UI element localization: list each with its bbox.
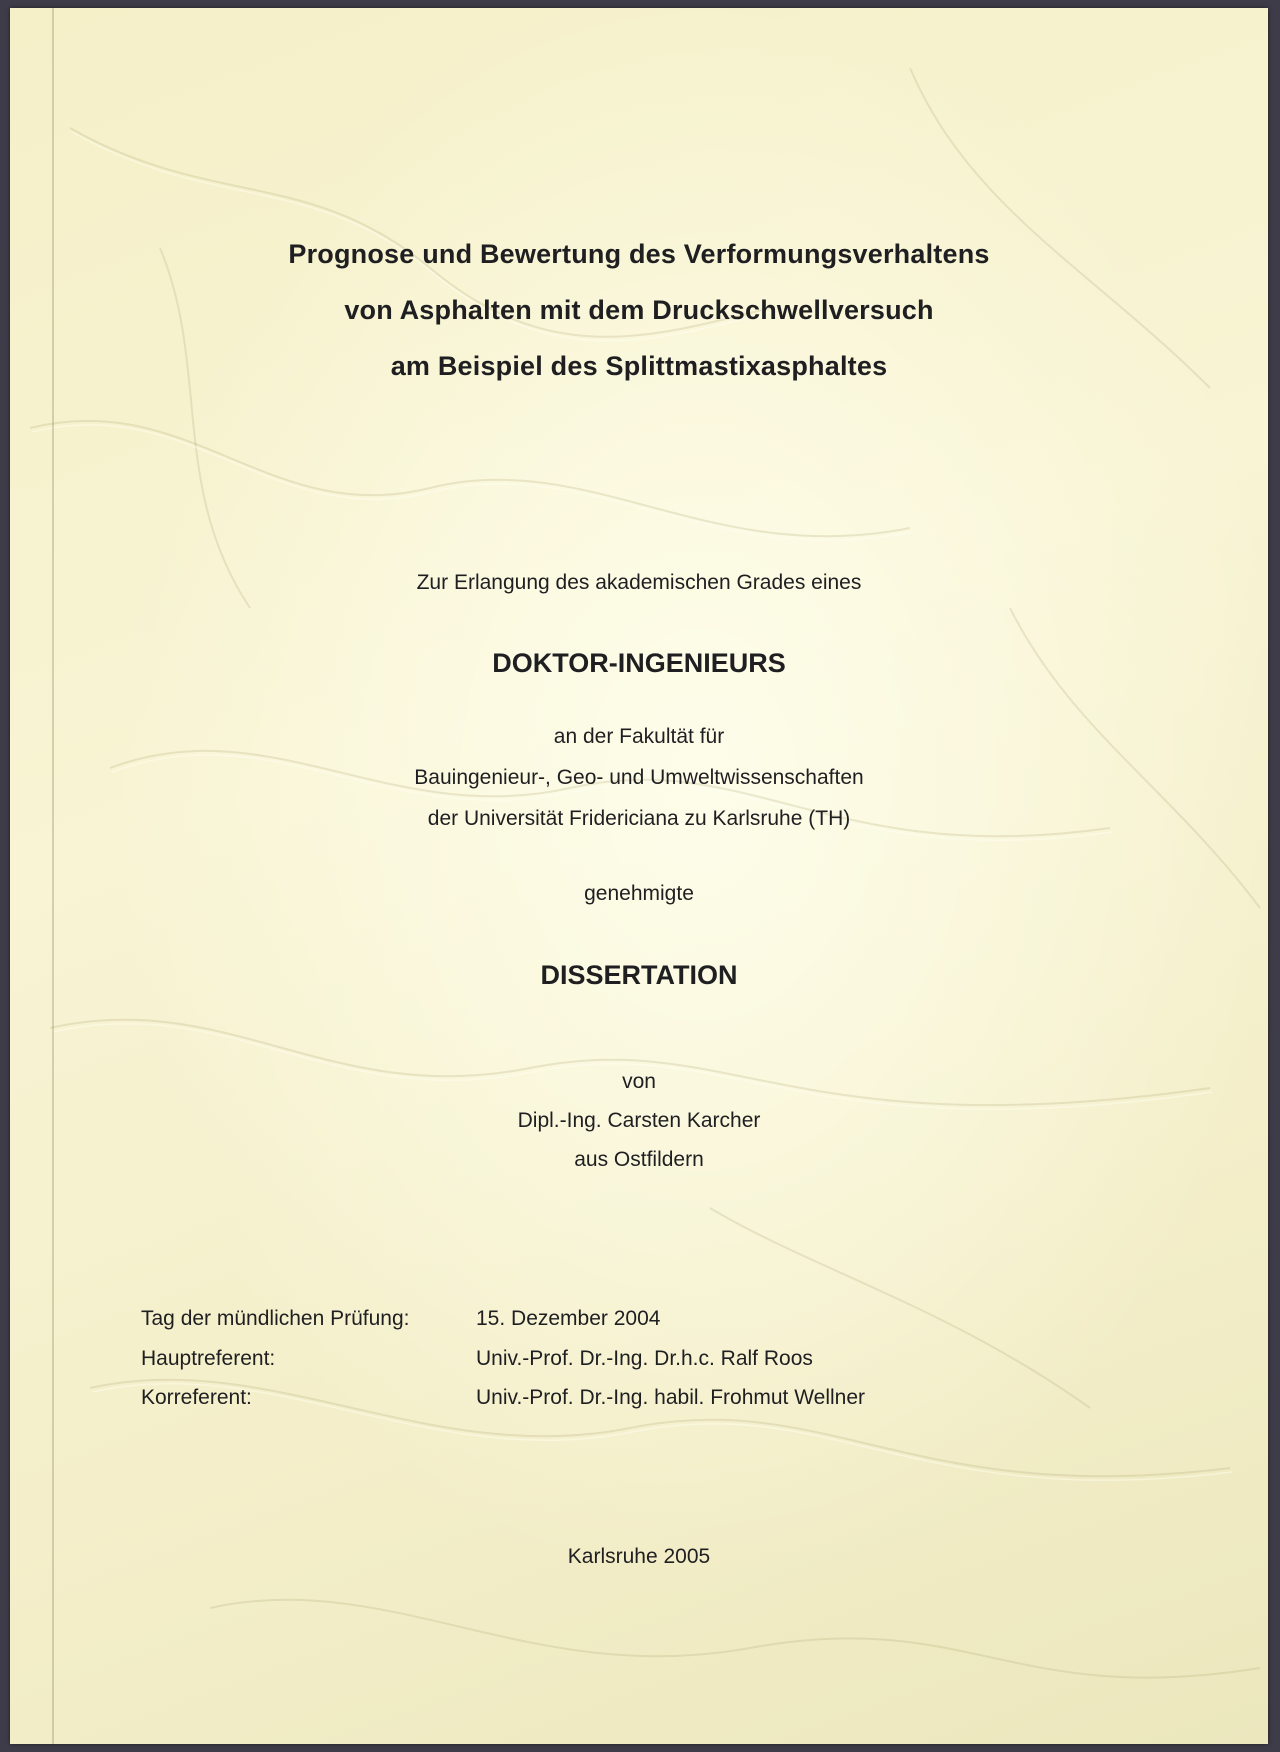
exam-date-value: 15. Dezember 2004 [476, 1307, 661, 1330]
author-name: Dipl.-Ing. Carsten Karcher [517, 1109, 761, 1132]
title-line-1: Prognose und Bewertung des Verformungsverhaltens [288, 239, 990, 269]
place-year: Karlsruhe 2005 [567, 1545, 711, 1568]
purpose-text: Zur Erlangung des akademischen Grades eines [416, 571, 862, 594]
exam-date-label: Tag der mündlichen Prüfung: [141, 1307, 410, 1330]
main-referee-value: Univ.-Prof. Dr.-Ing. Dr.h.c. Ralf Roos [476, 1347, 813, 1370]
doc-type-title: DISSERTATION [540, 960, 738, 990]
dissertation-cover [10, 8, 1268, 1744]
co-referee-value: Univ.-Prof. Dr.-Ing. habil. Frohmut Wellner [476, 1386, 866, 1409]
faculty-line-2: Bauingenieur-, Geo- und Umweltwissenschaften [414, 766, 864, 789]
faculty-line-3: der Universität Fridericiana zu Karlsruhe (TH) [427, 807, 851, 830]
co-referee-label: Korreferent: [141, 1386, 252, 1409]
approved-text: genehmigte [584, 882, 694, 905]
author-origin: aus Ostfildern [574, 1148, 704, 1171]
main-referee-label: Hauptreferent: [141, 1347, 276, 1370]
degree-title: DOKTOR-INGENIEURS [492, 648, 786, 678]
title-line-3: am Beispiel des Splittmastixasphaltes [390, 351, 888, 381]
faculty-line-1: an der Fakultät für [553, 725, 725, 748]
title-line-2: von Asphalten mit dem Druckschwellversuch [344, 295, 934, 325]
author-by: von [622, 1070, 656, 1093]
